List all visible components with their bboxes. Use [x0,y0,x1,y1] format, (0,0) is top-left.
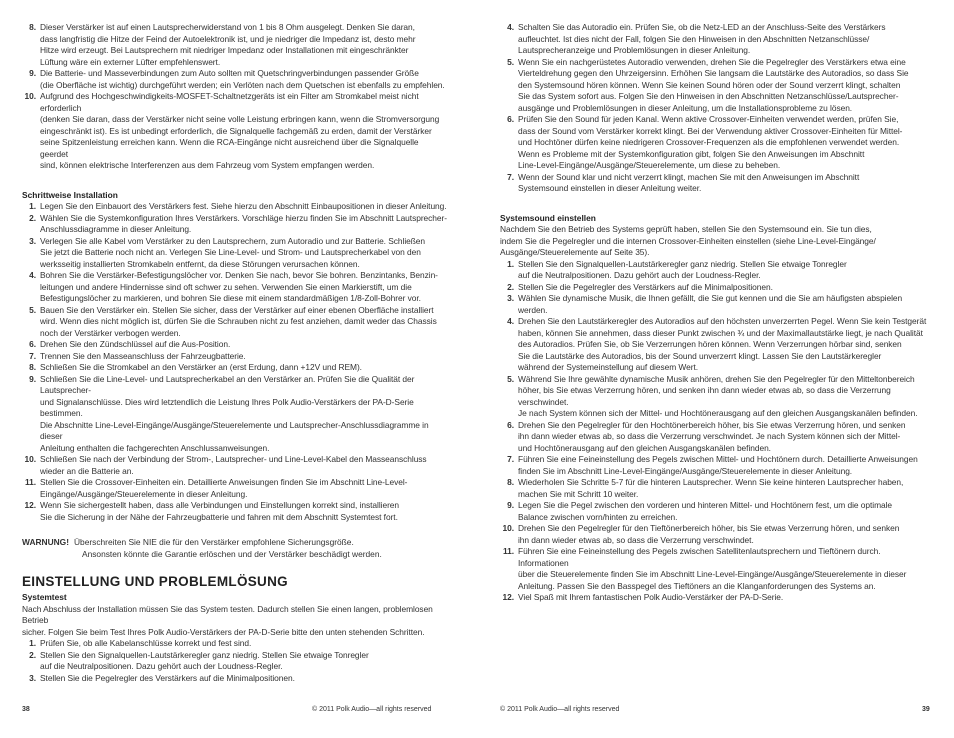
item-text-line: Systemsound einstellen in dieser Anleitung weiter. [518,183,702,193]
list-item [500,172,932,195]
item-number: 1. [29,201,36,211]
item-text-line: während der Systemeinstellung auf diesem Wert. [518,362,699,372]
item-text-line: ausgänge und Problemlösungen in dieser Anleitung, um die Installationsprobleme zu lösen. [518,102,853,113]
item-text-line: Hitze wird erzeugt. Bei Lautsprechern mit niedriger Impedanz oder Installationen mit eingeschränkter [40,45,409,55]
copyright-right: © 2011 Polk Audio—all rights reserved [500,706,620,713]
item-text-line: Lüftung wäre ein externer Lüfter empfehlenswert. [40,56,221,67]
list-item [22,22,448,68]
item-text-line: Stellen Sie den Signalquellen-Lautstärkeregler ganz niedrig. Stellen Sie etwaige Tonregler [518,258,847,269]
item-text-line: Trennen Sie den Masseanschluss der Fahrzeugbatterie. [40,350,246,361]
item-number: 8. [507,477,514,487]
item-text-line: Stellen Sie die Pegelregler des Verstärkers auf die Minimalpositionen. [40,672,295,683]
list-item [22,68,448,91]
item-number: 2. [29,649,36,660]
item-text-line: Drehen Sie den Pegelregler für den Hochtönerbereich höher, bis Sie etwas Verzerrung hören, und senken [518,419,906,430]
list-item [22,362,448,374]
sound-steps-list [500,259,932,604]
item-number: 8. [29,22,36,32]
item-number: 10. [24,454,36,464]
item-text-line: Aufgrund des Hochgeschwindigkeits-MOSFET-Schaltnetzgeräts ist ein Filter am Stromkabel meist nicht erforderlich [40,91,419,113]
item-text-line: Drehen Sie den Lautstärkeregler des Autoradios auf den höchsten unverzerrten Pegel. Wenn Sie kein Testgerät [518,316,927,326]
item-number: 9. [29,68,36,78]
item-text-line: und Hochtöner dürfen keine niedrigeren Crossover-Frequenzen als die empfohlenen verwendet werden. [518,137,900,147]
item-text-line: Die Abschnitte Line-Level-Eingänge/Ausgänge/Steuerelemente und Lautsprecher-Anschlussdiagramme in dieser [40,419,429,441]
item-number: 7. [507,171,514,182]
systemtest-heading: Systemtest [22,592,67,602]
item-number: 7. [507,454,514,464]
item-number: 7. [29,350,36,361]
list-item [500,500,932,523]
item-text-line: Je nach System können sich der Mittel- und Hochtönerausgang auf den gleichen Ausgangskanälen befinden. [518,408,918,418]
item-text-line: Legen Sie die Pegel zwischen den vorderen und hinteren Mittel- und Hochtönern fest, um die optimale [518,500,893,510]
item-text-line: Wenn Sie ein nachgerüstetes Autoradio verwenden, drehen Sie die Pegelregler des Verstärkers etwa eine [518,56,906,67]
item-text-line: finden Sie im Abschnitt Line-Level-Eingänge/Ausgänge/Steuerelemente in dieser Anleitung. [518,465,853,476]
item-text-line: eingeschränkt ist). Es ist unbedingt erforderlich, die Signalquelle fachgemäß zu erden, damit der Verstärker [40,125,432,136]
item-text-line: ihn dann wieder etwas ab, so dass die Verzerrung verschwindet. Je nach System können sich der Mittel- [518,431,901,441]
item-text-line: Führen Sie eine Feineinstellung des Pegels zwischen Satellitenlautsprechern und Tieftönern durch. Informationen [518,546,881,568]
item-number: 3. [29,235,36,246]
item-number: 4. [507,316,514,326]
sound-intro-line: Nachdem Sie den Betrieb des Systems geprüft haben, stellen Sie den Systemsound ein. Sie tun dies, [500,224,872,234]
item-number: 5. [507,56,514,67]
page-number-left: 38 [22,706,30,713]
item-text-line: (denken Sie daran, dass der Verstärker nicht seine volle Leistung erbringen kann, wenn die Stromversorgung [40,114,440,124]
item-text-line: Prüfen Sie, ob alle Kabelanschlüsse korrekt und fest sind. [40,638,252,648]
item-text-line: Führen Sie eine Feineinstellung des Pegels zwischen Mittel- und Hochtönern durch. Detaillierte Anweisungen [518,454,918,464]
item-number: 2. [29,212,36,223]
item-number: 5. [507,373,514,384]
item-text-line: sind, können elektrische Interferenzen aus dem Fahrzeug vom System empfangen werden. [40,160,375,170]
item-text-line: Wiederholen Sie Schritte 5-7 für die hinteren Lautsprecher. Wenn Sie keine hinteren Lautsprecher haben, [518,477,904,487]
item-text-line: über die Steuerelemente finden Sie im Abschnitt Line-Level-Eingänge/Ausgänge/Steuerelemente in dieser [518,569,907,579]
systemtest-intro-line: Nach Abschluss der Installation müssen Sie das System testen. Dadurch stellen Sie einen langen, problemlosen Betrieb [22,603,433,625]
list-item [500,57,932,115]
item-text-line: Sie jetzt die Batterie noch nicht an. Verlegen Sie Line-Level- und Strom- und Lautsprecherkabel von den [40,247,421,257]
item-text-line: Befestigungslöcher zu markieren, und bohren Sie diese mit einem standardmäßigen 1/8-Zoll-Bohrer vor. [40,293,421,303]
item-text-line: Dieser Verstärker ist auf einen Lautsprecherwiderstand von 1 bis 8 Ohm ausgelegt. Denken Sie daran, [40,22,415,32]
systemtest-intro-line: sicher. Folgen Sie beim Test Ihres Polk Audio-Verstärkers der PA-D-Serie bitte den unten stehenden Schritten. [22,626,425,637]
item-text-line: Anleitung. Passen Sie den Basspegel des Tieftöners an die Klanganforderungen des Systems an. [518,580,876,591]
warning-line: Ansonsten könnte die Garantie erlöschen und der Verstärker beschädigt werden. [82,548,382,559]
item-number: 2. [507,281,514,292]
item-text-line: Legen Sie den Einbauort des Verstärkers fest. Siehe hierzu den Abschnitt Einbaupositionen in dieser Anleitung. [40,201,447,211]
item-text-line: Sie das System sofort aus. Folgen Sie den Hinweisen in den Abschnitten Netzanschlüsse/Lautsprecher- [518,91,899,101]
item-text-line: noch der Verstärker verbogen werden. [40,327,181,338]
item-text-line: Die Batterie- und Masseverbindungen zum Auto sollten mit Quetschringverbindungen passender Größe [40,68,419,78]
item-text-line: Während Sie Ihre gewählte dynamische Musik anhören, drehen Sie den Pegelregler für den Mitteltonbereich [518,373,915,384]
item-text-line: Sie die Lautstärke des Autoradios, bis der Sound unverzerrt klingt. Lassen Sie den Lautstärkeregler [518,350,882,361]
item-number: 8. [29,362,36,372]
list-item [22,236,448,271]
item-text-line: Stellen Sie den Signalquellen-Lautstärkeregler ganz niedrig. Stellen Sie etwaige Tonregler [40,649,369,660]
item-text-line: Viel Spaß mit Ihrem fantastischen Polk Audio-Verstärker der PA-D-Serie. [518,592,784,602]
item-text-line: Anleitung enthalten die fachgerechten Anschlussanweisungen. [40,442,270,453]
list-item [500,477,932,500]
list-item [500,454,932,477]
list-item [22,638,448,650]
item-number: 3. [507,293,514,303]
list-item [22,650,448,673]
sound-intro [500,224,932,259]
item-number: 6. [29,339,36,349]
list-item [500,259,932,282]
list-item [500,114,932,172]
item-text-line: Wählen Sie dynamische Musik, die Ihnen gefällt, die Sie gut kennen und die Sie am häufigsten abspielen werden. [518,293,903,315]
install-heading: Schrittweise Installation [22,189,118,200]
item-text-line: Eingänge/Ausgänge/Steuerelemente in dieser Anleitung. [40,488,248,499]
item-text-line: wieder an die Batterie an. [40,465,134,476]
list-item [22,374,448,455]
item-text-line: auf die Neutralpositionen. Dazu gehört auch der Loudness-Regler. [40,661,283,671]
list-item [500,22,932,57]
item-number: 4. [507,22,514,32]
item-number: 12. [502,592,514,602]
item-text-line: Anschlussdiagramme in dieser Anleitung. [40,224,192,234]
item-text-line: höher, bis Sie etwas Verzerrung hören, und senken ihn dann wieder etwas ab, so dass die Verzerrung verschwindet. [518,385,891,407]
left-page-column [22,22,448,684]
item-text-line: Lautsprecheranzeige und Problemlösungen in dieser Anleitung. [518,45,751,55]
list-item [500,523,932,546]
item-text-line: Schließen Sie die Stromkabel an den Verstärker an (erst Erdung, dann +12V und REM). [40,362,362,372]
item-text-line: dass der Sound vom Verstärker korrekt klingt. Bei der Verwendung aktiver Crossover-Einheiten für Mittel- [518,125,903,136]
systemtest-intro [22,604,448,639]
item-text-line: ihn dann wieder etwas ab, so dass die Verzerrung verschwindet. [518,534,754,545]
item-text-line: Wenn der Sound klar und nicht verzerrt klingt, machen Sie mit den Anweisungen im Abschnitt [518,171,860,182]
warning-block [22,537,448,560]
systemtest-continued-list [500,22,932,195]
list-item [22,339,448,351]
item-text-line: Wenn Sie sichergestellt haben, dass alle Verbindungen und Einstellungen korrekt sind, installieren [40,500,400,510]
item-text-line: Schließen Sie die Line-Level- und Lautsprecherkabel an den Verstärker an. Prüfen Sie die Qualität der Lautsprecher- [40,373,415,395]
item-number: 10. [24,91,36,101]
item-number: 9. [29,373,36,384]
item-text-line: den Systemsound hören können. Wenn Sie keinen Sound hören oder der Sound verzerrt klingt, schalten [518,79,901,90]
copyright-left: © 2011 Polk Audio—all rights reserved [312,706,432,713]
item-text-line: machen Sie mit Schritt 10 weiter. [518,488,639,499]
item-number: 6. [507,114,514,124]
item-text-line: auf die Neutralpositionen. Dazu gehört auch der Loudness-Regler. [518,270,761,280]
item-text-line: aufleuchtet. Ist dies nicht der Fall, folgen Sie den Hinweisen in den Abschnitten Netzanschlüsse/ [518,33,870,44]
item-text-line: Wenn es Probleme mit der Systemkonfiguration gibt, folgen Sie den Anweisungen im Abschnitt [518,148,865,159]
item-number: 6. [507,419,514,430]
item-text-line: leitungen und andere Hindernisse sind oft schwer zu sehen. Verwenden Sie einen Markierstift, um die [40,281,412,292]
list-item [22,673,448,685]
list-item [500,282,932,294]
item-text-line: Sie die Sicherung in der Nähe der Fahrzeugbatterie und fahren mit dem Abschnitt Systemtest fort. [40,511,398,522]
item-number: 12. [24,500,36,510]
item-number: 11. [502,546,514,556]
list-item [22,454,448,477]
item-text-line: werksseitig installierten Stromkabeln entfernt, da diese Störungen verursachen können. [40,258,360,269]
list-item [500,374,932,420]
systemtest-steps-list [22,638,448,684]
list-item [22,213,448,236]
item-number: 5. [29,304,36,315]
sound-intro-line: indem Sie die Pegelregler und die internen Crossover-Einheiten einstellen (siehe Line-Level-Eingänge/ [500,235,876,246]
item-text-line: dass langfristig die Hitze der Feind der Autoelektronik ist, und je niedriger die Impedanz ist, desto mehr [40,33,416,44]
item-text-line: und Signalanschlüsse. Dies wird letztendlich die Leistung Ihres Polk Audio-Verstärkers der PA-D-Serie bestimmen. [40,396,414,418]
list-item [500,546,932,592]
right-page-column [500,22,932,604]
item-text-line: des Autoradios. Prüfen Sie, ob Sie Verzerrungen hören können. Wenn Verzerrungen hörbar sind, senken [518,339,902,349]
list-item [500,293,932,316]
item-text-line: haben, können Sie annehmen, dass dieser Punkt zwischen ¾ und der Maximallautstärke liegt, je nach Qualität [518,327,923,338]
list-item [22,270,448,305]
item-text-line: Vierteldrehung gegen den Uhrzeigersinn. Erhöhen Sie langsam die Lautstärke des Autoradios, so dass Sie [518,68,909,78]
item-text-line: Verlegen Sie alle Kabel vom Verstärker zu den Lautsprechern, zum Autoradio und zur Batterie. Schließen [40,235,426,246]
list-item [22,351,448,363]
list-item [22,305,448,340]
sound-intro-line: Ausgänge/Steuerelemente auf Seite 35). [500,247,650,257]
item-text-line: Balance zwischen vorn/hinten zu erreichen. [518,511,678,522]
item-text-line: seine Spitzenleistung erreichen kann. Wenn die RCA-Eingänge nicht ausreichend über die Signalquelle geerdet [40,137,419,159]
item-number: 11. [24,477,36,487]
list-item [22,500,448,523]
list-item [22,201,448,213]
intro-list [22,22,448,172]
sound-heading: Systemsound einstellen [500,212,596,223]
item-text-line: und Hochtönerausgang auf den gleichen Ausgangskanälen befinden. [518,442,771,453]
item-text-line: Schalten Sie das Autoradio ein. Prüfen Sie, ob die Netz-LED an der Anschluss-Seite des Verstärkers [518,22,886,32]
list-item [500,592,932,604]
item-text-line: Drehen Sie den Zündschlüssel auf die Aus-Position. [40,339,231,349]
item-text-line: Drehen Sie den Pegelregler für den Tieftönerbereich höher, bis Sie etwas Verzerrung hören, und senken [518,523,900,533]
section-title: EINSTELLUNG UND PROBLEMLÖSUNG [22,574,288,589]
item-number: 4. [29,270,36,280]
item-text-line: wird. Wenn dies nicht möglich ist, dürfen Sie die Schrauben nicht zu fest anziehen, damit weder das Chassis [40,316,437,326]
item-text-line: Bauen Sie den Verstärker ein. Stellen Sie sicher, dass der Verstärker auf einer ebenen Oberfläche installiert [40,304,434,315]
item-text-line: Wählen Sie die Systemkonfiguration Ihres Verstärkers. Vorschläge hierzu finden Sie im Abschnitt Lautsprecher- [40,212,447,223]
page-number-right: 39 [922,706,930,713]
list-item [500,316,932,374]
list-item [22,91,448,172]
item-text-line: Line-Level-Eingänge/Ausgänge/Steuerelemente, um diese zu beheben. [518,160,781,170]
warning-line: Überschreiten Sie NIE die für den Verstärker empfohlene Sicherungsgröße. [74,537,354,547]
install-steps-list [22,201,448,523]
list-item [22,477,448,500]
warning-label: WARNUNG! [22,537,69,547]
item-text-line: Bohren Sie die Verstärker-Befestigungslöcher vor. Denken Sie nach, bevor Sie bohren. Benzintanks, Benzin- [40,270,438,280]
item-text-line: Stellen Sie die Crossover-Einheiten ein. Detaillierte Anweisungen finden Sie im Abschnitt Line-Level- [40,477,408,487]
item-number: 3. [29,672,36,683]
item-text-line: (die Oberfläche ist wichtig) durchgeführt werden; ein Verlöten nach dem Quetschen ist ebenfalls zu empfehlen. [40,79,445,90]
item-text-line: Prüfen Sie den Sound für jeden Kanal. Wenn aktive Crossover-Einheiten verwendet werden, prüfen Sie, [518,114,899,124]
item-number: 9. [507,500,514,510]
item-text-line: Stellen Sie die Pegelregler des Verstärkers auf die Minimalpositionen. [518,281,773,292]
item-text-line: Schließen Sie nach der Verbindung der Strom-, Lautsprecher- und Line-Level-Kabel den Masseanschluss [40,454,427,464]
item-number: 1. [507,258,514,269]
list-item [500,420,932,455]
item-number: 10. [502,523,514,533]
item-number: 1. [29,638,36,648]
